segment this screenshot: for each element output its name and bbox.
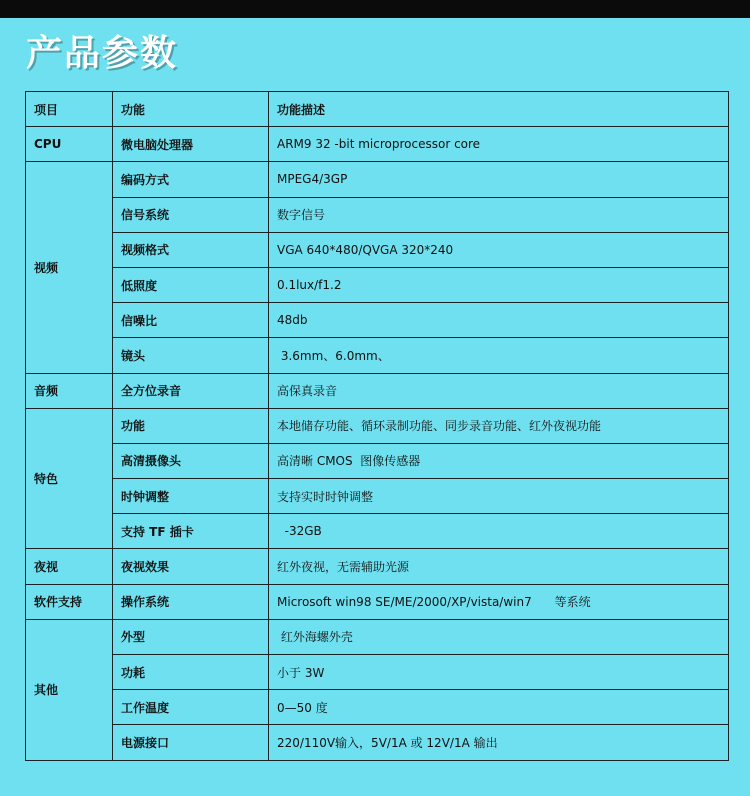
table-header-row	[26, 92, 729, 127]
header-function: 功能	[113, 92, 269, 127]
table-row	[26, 690, 729, 725]
feature-cell: 信号系统	[113, 197, 269, 232]
category-cell: 特色	[26, 408, 113, 549]
feature-cell: 高清摄像头	[113, 443, 269, 478]
description-cell: 0.1lux/f1.2	[269, 267, 729, 302]
feature-cell: 全方位录音	[113, 373, 269, 408]
spec-table	[25, 91, 729, 761]
feature-cell: 编码方式	[113, 162, 269, 197]
feature-cell: 功能	[113, 408, 269, 443]
category-cell: 视频	[26, 162, 113, 373]
table-row	[26, 267, 729, 302]
description-cell: 0—50 度	[269, 690, 729, 725]
feature-cell: 微电脑处理器	[113, 127, 269, 162]
category-cell: CPU	[26, 127, 113, 162]
feature-cell: 支持 TF 插卡	[113, 514, 269, 549]
table-row	[26, 232, 729, 267]
description-cell: 本地储存功能、循环录制功能、同步录音功能、红外夜视功能	[269, 408, 729, 443]
feature-cell: 镜头	[113, 338, 269, 373]
description-cell: Microsoft win98 SE/ME/2000/XP/vista/win7 等系统	[269, 584, 729, 619]
table-row	[26, 162, 729, 197]
page-title: 产品参数	[26, 33, 179, 74]
feature-cell: 外型	[113, 619, 269, 654]
description-cell: -32GB	[269, 514, 729, 549]
description-cell: 支持实时时钟调整	[269, 479, 729, 514]
feature-cell: 功耗	[113, 655, 269, 690]
table-row	[26, 655, 729, 690]
description-cell: 红外海螺外壳	[269, 619, 729, 654]
description-cell: MPEG4/3GP	[269, 162, 729, 197]
feature-cell: 时钟调整	[113, 479, 269, 514]
table-row	[26, 619, 729, 654]
description-cell: 3.6mm、6.0mm、	[269, 338, 729, 373]
category-cell: 音频	[26, 373, 113, 408]
feature-cell: 低照度	[113, 267, 269, 302]
description-cell: VGA 640*480/QVGA 320*240	[269, 232, 729, 267]
table-row	[26, 408, 729, 443]
description-cell: 220/110V输入，5V/1A 或 12V/1A 输出	[269, 725, 729, 760]
feature-cell: 电源接口	[113, 725, 269, 760]
category-cell: 其他	[26, 619, 113, 760]
top-dark-band	[0, 0, 750, 18]
table-row	[26, 443, 729, 478]
description-cell: ARM9 32 -bit microprocessor core	[269, 127, 729, 162]
description-cell: 高保真录音	[269, 373, 729, 408]
header-description: 功能描述	[269, 92, 729, 127]
description-cell: 红外夜视，无需辅助光源	[269, 549, 729, 584]
category-cell: 夜视	[26, 549, 113, 584]
feature-cell: 工作温度	[113, 690, 269, 725]
table-row	[26, 338, 729, 373]
description-cell: 数字信号	[269, 197, 729, 232]
table-row	[26, 584, 729, 619]
table-row	[26, 303, 729, 338]
description-cell: 小于 3W	[269, 655, 729, 690]
feature-cell: 操作系统	[113, 584, 269, 619]
table-row	[26, 197, 729, 232]
table-row	[26, 127, 729, 162]
table-row	[26, 725, 729, 760]
table-row	[26, 373, 729, 408]
feature-cell: 视频格式	[113, 232, 269, 267]
header-item: 项目	[26, 92, 113, 127]
description-cell: 高清晰 CMOS 图像传感器	[269, 443, 729, 478]
description-cell: 48db	[269, 303, 729, 338]
feature-cell: 夜视效果	[113, 549, 269, 584]
feature-cell: 信噪比	[113, 303, 269, 338]
category-cell: 软件支持	[26, 584, 113, 619]
table-row	[26, 479, 729, 514]
table-row	[26, 549, 729, 584]
table-row	[26, 514, 729, 549]
